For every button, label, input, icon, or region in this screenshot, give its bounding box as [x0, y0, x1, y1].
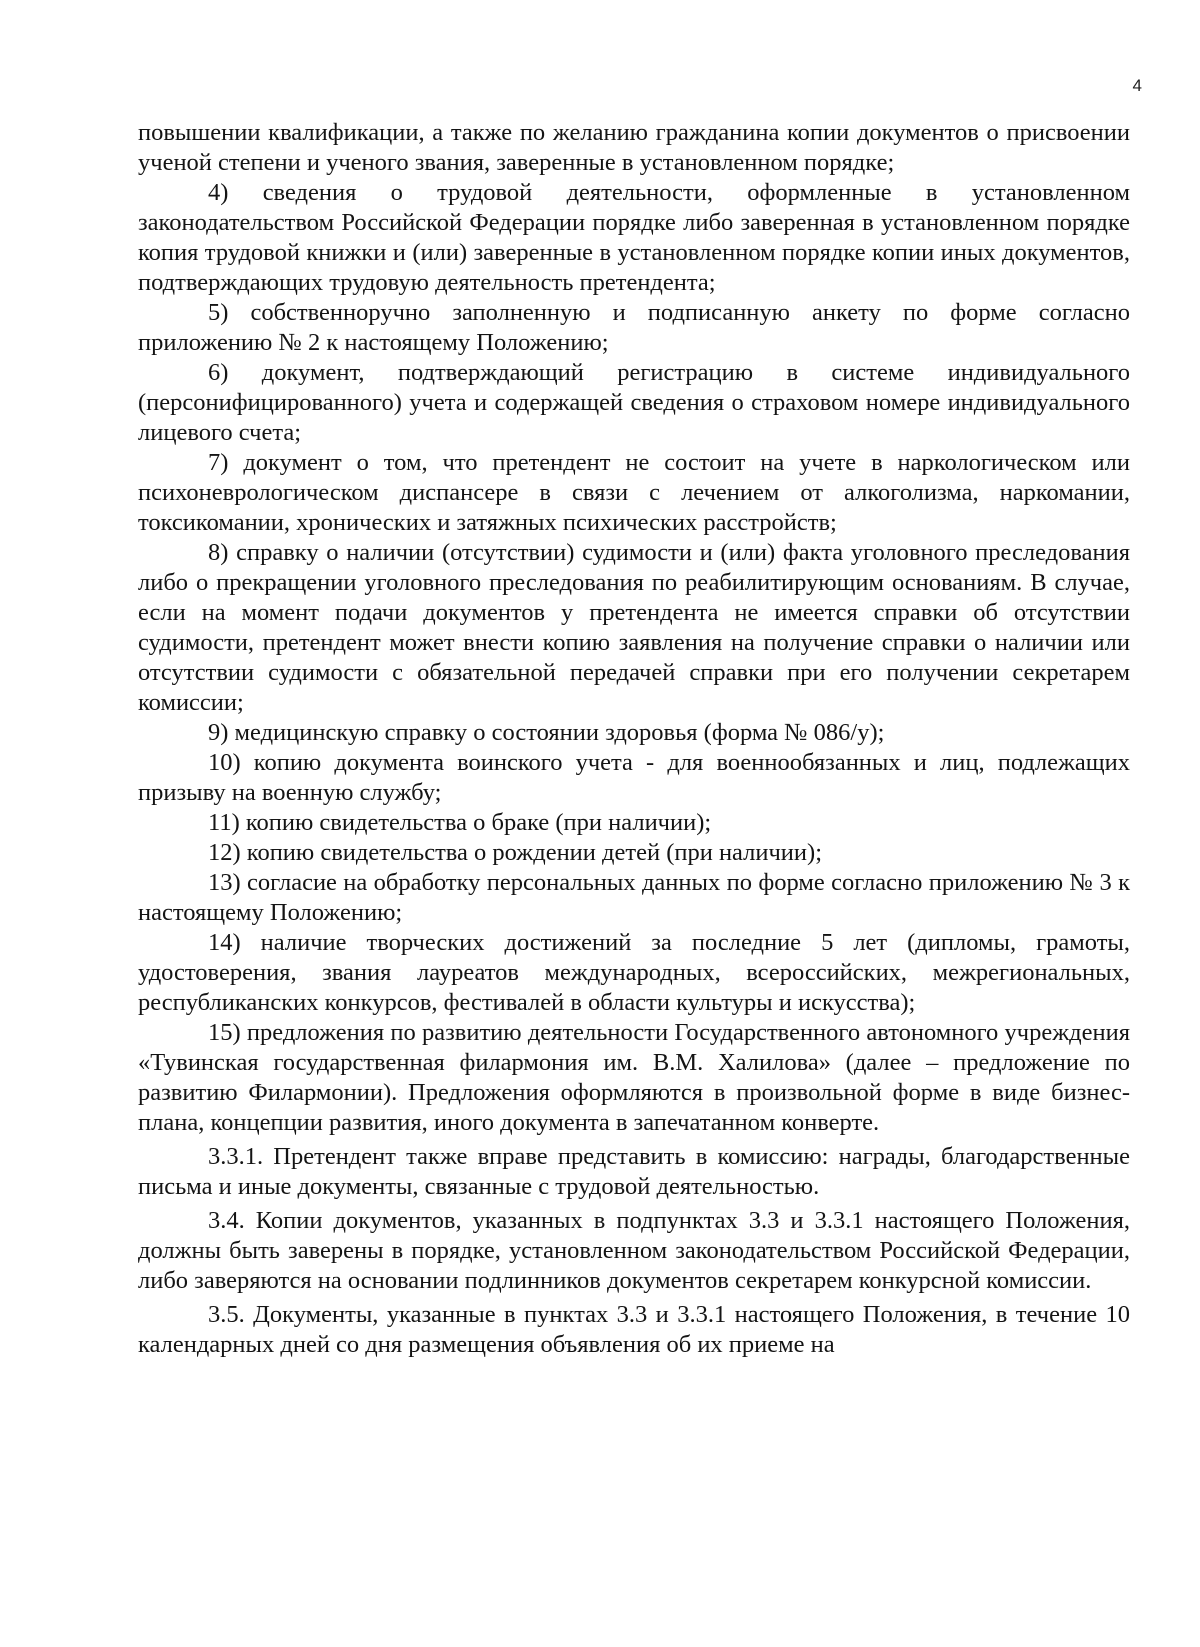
list-item-4: 4) сведения о трудовой деятельности, оформленные в установленном законодательством Российской Федерации порядке либо заверенная в установленном порядке копия трудовой книжки и (или) заверенные в установленном порядке копии иных документов, подтверждающих трудовую деятельность претендента; — [138, 179, 1130, 296]
list-item-13: 13) согласие на обработку персональных данных по форме согласно приложению № 3 к настоящему Положению; — [138, 869, 1130, 926]
clause-3-3-1: 3.3.1. Претендент также вправе представить в комиссию: награды, благодарственные письма и иные документы, связанные с трудовой деятельностью. — [138, 1143, 1130, 1200]
list-item-11: 11) копию свидетельства о браке (при наличии); — [208, 809, 712, 836]
list-item-8: 8) справку о наличии (отсутствии) судимости и (или) факта уголовного преследования либо о прекращении уголовного преследования по реабилитирующим основаниям. В случае, если на момент подачи документов у претендента не имеется справки об отсутствии судимости, претендент может внести копию заявления на получение справки о наличии или отсутствии судимости с обязательной передачей справки при его получении секретарем комиссии; — [138, 539, 1130, 716]
clause-3-5: 3.5. Документы, указанные в пунктах 3.3 и 3.3.1 настоящего Положения, в течение 10 календарных дней со дня размещения объявления об их приеме на — [138, 1301, 1130, 1358]
document-body — [138, 118, 1130, 1360]
list-item-9: 9) медицинскую справку о состоянии здоровья (форма № 086/у); — [208, 719, 885, 746]
list-item-10: 10) копию документа воинского учета - для военнообязанных и лиц, подлежащих призыву на военную службу; — [138, 749, 1130, 806]
list-item-7: 7) документ о том, что претендент не состоит на учете в наркологическом или психоневрологическом диспансере в связи с лечением от алкоголизма, наркомании, токсикомании, хронических и затяжных психических расстройств; — [138, 449, 1130, 536]
list-item-6: 6) документ, подтверждающий регистрацию в системе индивидуального (персонифицированного) учета и содержащей сведения о страховом номере индивидуального лицевого счета; — [138, 359, 1130, 446]
clause-3-4: 3.4. Копии документов, указанных в подпунктах 3.3 и 3.3.1 настоящего Положения, должны быть заверены в порядке, установленном законодательством Российской Федерации, либо заверяются на основании подлинников документов секретарем конкурсной комиссии. — [138, 1207, 1130, 1294]
list-item-5: 5) собственноручно заполненную и подписанную анкету по форме согласно приложению № 2 к настоящему Положению; — [138, 299, 1130, 356]
list-item-14: 14) наличие творческих достижений за последние 5 лет (дипломы, грамоты, удостоверения, звания лауреатов международных, всероссийских, межрегиональных, республиканских конкурсов, фестивалей в области культуры и искусства); — [138, 929, 1130, 1016]
list-item-12: 12) копию свидетельства о рождении детей (при наличии); — [208, 839, 822, 866]
list-item-15: 15) предложения по развитию деятельности Государственного автономного учреждения «Тувинская государственная филармония им. В.М. Халилова» (далее – предложение по развитию Филармонии). Предложения оформляются в произвольной форме в виде бизнес-плана, концепции развития, иного документа в запечатанном конверте. — [138, 1019, 1130, 1136]
page-number: 4 — [1132, 76, 1142, 95]
paragraph-continuation: повышении квалификации, а также по желанию гражданина копии документов о присвоении ученой степени и ученого звания, заверенные в установленном порядке; — [138, 119, 1130, 176]
